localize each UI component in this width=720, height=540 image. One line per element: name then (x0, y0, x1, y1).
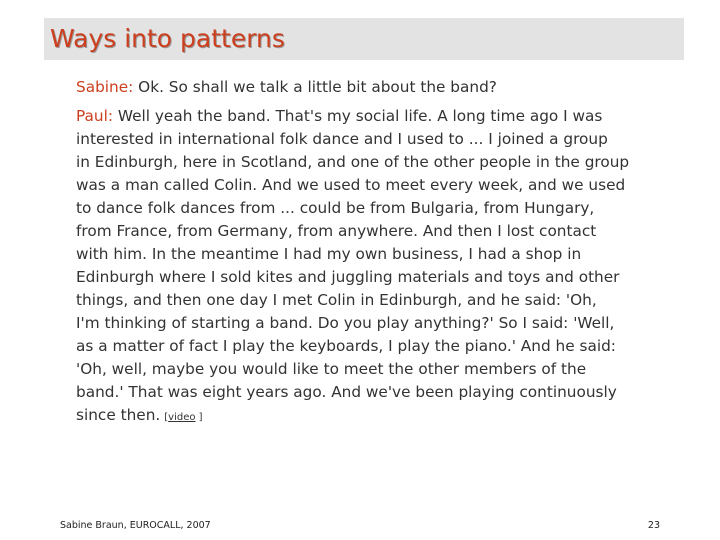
dialogue-line: Edinburgh where I sold kites and juggling materials and toys and other (76, 268, 620, 286)
slide-content (76, 76, 686, 429)
slide-title: Ways into patterns (50, 24, 285, 53)
speaker-name-paul: Paul: (76, 107, 114, 125)
dialogue-line: I'm thinking of starting a band. Do you play anything?' So I said: 'Well, (76, 314, 615, 332)
dialogue-line: since then. (76, 406, 161, 424)
dialogue-paragraph-paul (76, 105, 686, 429)
video-reference (164, 412, 202, 423)
footer-attribution: Sabine Braun, EUROCALL, 2007 (60, 520, 211, 531)
video-link[interactable]: video (168, 412, 196, 423)
dialogue-line: interested in international folk dance and I used to ... I joined a group (76, 130, 608, 148)
dialogue-paragraph-sabine (76, 76, 686, 99)
dialogue-line: in Edinburgh, here in Scotland, and one of the other people in the group (76, 153, 630, 171)
dialogue-line: from France, from Germany, from anywhere. And then I lost contact (76, 222, 597, 240)
dialogue-line: Well yeah the band. That's my social life. A long time ago I was (113, 107, 603, 125)
dialogue-line: band.' That was eight years ago. And we've been playing continuously (76, 383, 617, 401)
dialogue-line: things, and then one day I met Colin in Edinburgh, and he said: 'Oh, (76, 291, 597, 309)
dialogue-line: was a man called Colin. And we used to meet every week, and we used (76, 176, 626, 194)
dialogue-line: 'Oh, well, maybe you would like to meet the other members of the (76, 360, 587, 378)
dialogue-line: to dance folk dances from ... could be from Bulgaria, from Hungary, (76, 199, 595, 217)
video-bracket-open: [ (164, 412, 169, 423)
dialogue-line: with him. In the meantime I had my own business, I had a shop in (76, 245, 582, 263)
dialogue-line: as a matter of fact I play the keyboards, I play the piano.' And he said: (76, 337, 616, 355)
video-bracket-close: ] (195, 412, 203, 423)
title-bar (44, 18, 684, 60)
page-number: 23 (647, 520, 660, 531)
speaker-name-sabine: Sabine: (76, 78, 134, 96)
dialogue-text: Ok. So shall we talk a little bit about the band? (133, 78, 497, 96)
